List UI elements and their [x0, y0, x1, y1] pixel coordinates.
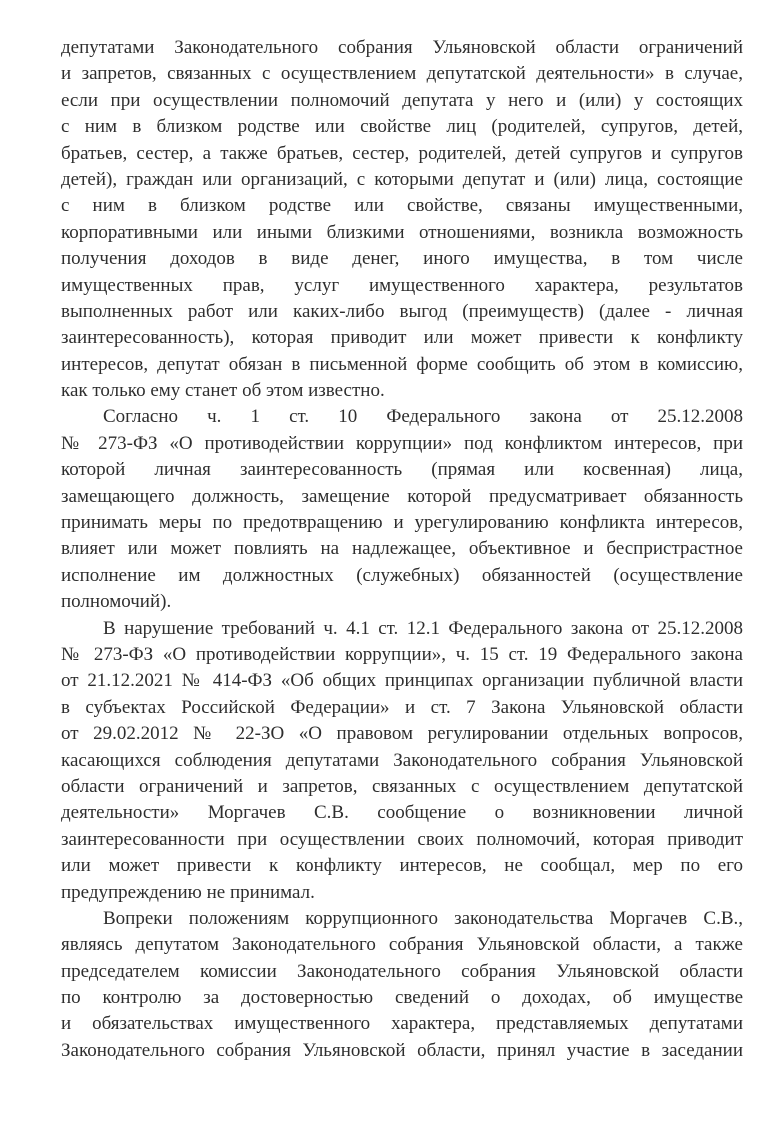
text-line: депутатами Законодательного собрания Ульяновской области ограничений — [61, 37, 743, 58]
paragraph-1 — [61, 35, 743, 404]
paragraph-3 — [61, 616, 743, 906]
text-line: в субъектах Российской Федерации» и ст. 7 Закона Ульяновской области — [61, 696, 743, 718]
text-line: детей), граждан или организаций, с которыми депутат и (или) лица, состоящие — [61, 168, 743, 190]
text-line: № 273-ФЗ «О противодействии коррупции» под конфликтом интересов, при — [61, 432, 743, 454]
text-line: исполнение им должностных (служебных) обязанностей (осуществление — [61, 564, 743, 586]
text-line: предупреждению не принимал. — [61, 881, 315, 903]
text-line: корпоративными или иными близкими отношениями, возникла возможность — [61, 221, 743, 243]
text-line: влияет или может повлиять на надлежащее, объективное и беспристрастное — [61, 538, 743, 560]
text-line: В нарушение требований ч. 4.1 ст. 12.1 Федерального закона от 25.12.2008 — [103, 617, 743, 639]
document-body — [61, 35, 743, 1064]
text-line: получения доходов в виде денег, иного имущества, в том числе — [61, 248, 743, 270]
text-line: полномочий). — [61, 591, 172, 613]
text-line: Законодательного собрания Ульяновской области, принял участие в заседании — [61, 1039, 743, 1061]
text-line: и запретов, связанных с осуществлением депутатской деятельности» в случае, — [61, 63, 743, 85]
text-line: по контролю за достоверностью сведений о доходах, об имуществе — [61, 987, 743, 1009]
text-line: как только ему станет об этом известно. — [61, 380, 385, 402]
text-line: деятельности» Моргачев С.В. сообщение о возникновении личной — [61, 802, 743, 824]
text-line: имущественных прав, услуг имущественного характера, результатов — [61, 274, 743, 296]
text-line: касающихся соблюдения депутатами Законодательного собрания Ульяновской — [61, 749, 743, 771]
text-line: от 29.02.2012 № 22-ЗО «О правовом регулировании отдельных вопросов, — [61, 723, 743, 745]
text-line: замещающего должность, замещение которой предусматривает обязанность — [61, 485, 743, 507]
text-line: и обязательствах имущественного характера, представляемых депутатами — [61, 1013, 743, 1035]
text-line: Вопреки положениям коррупционного законодательства Моргачев С.В., — [103, 907, 743, 929]
text-line: заинтересованность), которая приводит или может привести к конфликту — [61, 327, 743, 349]
text-line: выполненных работ или каких-либо выгод (преимуществ) (далее - личная — [61, 300, 743, 322]
text-line: с ним в близком родстве или свойстве, связаны имущественными, — [61, 195, 743, 217]
text-line: которой личная заинтересованность (прямая или косвенная) лица, — [61, 459, 743, 481]
text-line: Согласно ч. 1 ст. 10 Федерального закона от 25.12.2008 — [103, 406, 743, 428]
text-line: председателем комиссии Законодательного собрания Ульяновской области — [61, 960, 743, 982]
paragraph-4 — [61, 906, 743, 1064]
text-line: принимать меры по предотвращению и урегулированию конфликта интересов, — [61, 512, 743, 534]
text-line: области ограничений и запретов, связанных с осуществлением депутатской — [61, 775, 743, 797]
paragraph-2 — [61, 404, 743, 615]
text-line: от 21.12.2021 № 414-ФЗ «Об общих принципах организации публичной власти — [61, 670, 743, 692]
text-line: № 273-ФЗ «О противодействии коррупции», ч. 15 ст. 19 Федерального закона — [61, 643, 743, 665]
text-line: братьев, сестер, а также братьев, сестер, родителей, детей супругов и супругов — [61, 142, 743, 164]
text-line: заинтересованности при осуществлении своих полномочий, которая приводит — [61, 828, 743, 850]
text-line: или может привести к конфликту интересов, не сообщал, мер по его — [61, 855, 743, 877]
text-line: являясь депутатом Законодательного собрания Ульяновской области, а также — [61, 934, 743, 956]
text-line: с ним в близком родстве или свойстве лиц (родителей, супругов, детей, — [61, 116, 743, 138]
text-line: если при осуществлении полномочий депутата у него и (или) у состоящих — [61, 89, 743, 111]
text-line: интересов, депутат обязан в письменной форме сообщить об этом в комиссию, — [61, 353, 743, 375]
